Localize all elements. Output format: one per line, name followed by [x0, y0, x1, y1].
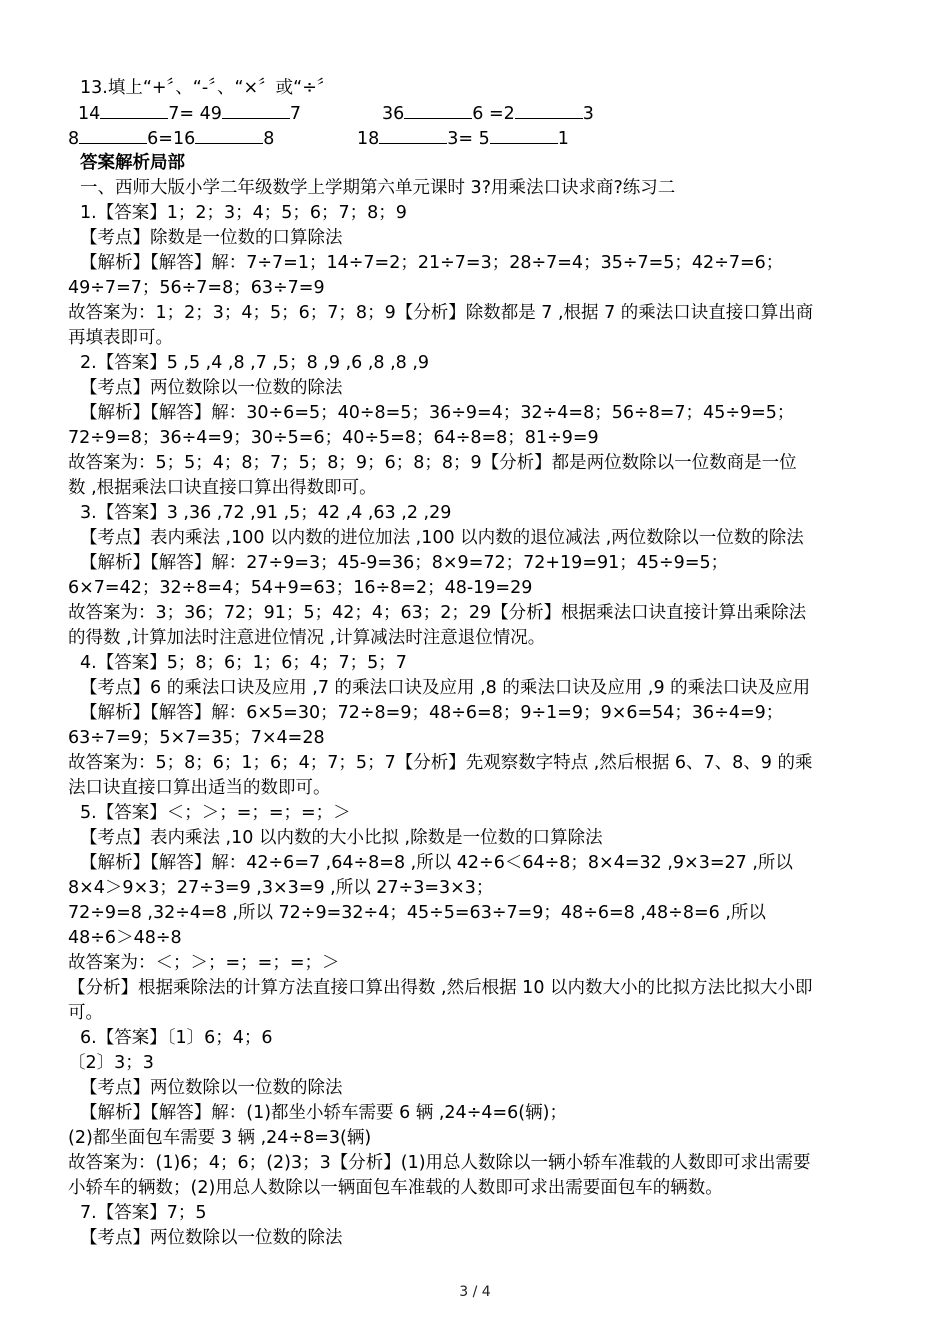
answer-line: 6×7=42；32÷8=4；54+9=63；16÷8=2；48-19=29: [68, 578, 533, 598]
question-13-row2-b: 18 3= 5 1: [357, 126, 569, 151]
answer-line: 可。: [68, 1003, 103, 1023]
answer-line: 2.【答案】5 ,5 ,4 ,8 ,7 ,5；8 ,9 ,6 ,8 ,8 ,9: [80, 353, 430, 373]
answer-blank[interactable]: [515, 101, 583, 119]
section-title: 答案解析局部: [80, 153, 185, 173]
answer-line: 小轿车的辆数；(2)用总人数除以一辆面包车准载的人数即可求出需要面包车的辆数。: [68, 1178, 723, 1198]
answer-line: 4.【答案】5；8；6；1；6；4；7；5；7: [80, 653, 407, 673]
answer-line: 数 ,根据乘法口诀直接口算出得数即可。: [68, 478, 377, 498]
answer-line: 【考点】两位数除以一位数的除法: [80, 378, 343, 398]
answer-line: 【解析】【解答】解：(1)都坐小轿车需要 6 辆 ,24÷4=6(辆)；: [80, 1103, 567, 1123]
answer-line: 的得数 ,计算加法时注意进位情况 ,计算减法时注意退位情况。: [68, 628, 546, 648]
answer-line: 【考点】两位数除以一位数的除法: [80, 1078, 343, 1098]
answer-line: 再填表即可。: [68, 328, 173, 348]
answer-blank[interactable]: [195, 126, 263, 144]
answer-line: 【解析】【解答】解：6×5=30；72÷8=9；48÷6=8；9÷1=9；9×6=54；36÷4=9；: [80, 703, 784, 723]
answer-line: 【考点】除数是一位数的口算除法: [80, 228, 343, 248]
answer-line: 63÷7=9；5×7=35；7×4=28: [68, 728, 325, 748]
answer-line: 〔2〕3；3: [68, 1053, 154, 1073]
answer-blank[interactable]: [222, 101, 290, 119]
answer-line: 72÷9=8 ,32÷4=8 ,所以 72÷9=32÷4；45÷5=63÷7=9；48÷6=8 ,48÷8=6 ,所以: [68, 903, 766, 923]
question-13-row1-b: 36 6 =2 3: [382, 101, 594, 126]
answer-line: 【解析】【解答】解：30÷6=5；40÷8=5；36÷9=4；32÷4=8；56÷8=7；45÷9=5；: [80, 403, 795, 423]
answer-line: 故答案为：(1)6；4；6；(2)3；3【分析】(1)用总人数除以一辆小轿车准载的人数即可求出需要: [68, 1153, 811, 1173]
answer-blank[interactable]: [404, 101, 472, 119]
answer-line: 故答案为：5；8；6；1；6；4；7；5；7【分析】先观察数字特点 ,然后根据 6、7、8、9 的乘: [68, 753, 813, 773]
answer-blank[interactable]: [490, 126, 558, 144]
answer-line: 【考点】两位数除以一位数的除法: [80, 1228, 343, 1248]
answer-line: 72÷9=8；36÷4=9；30÷5=6；40÷5=8；64÷8=8；81÷9=9: [68, 428, 599, 448]
answer-line: 【解析】【解答】解：27÷9=3；45-9=36；8×9=72；72+19=91；45÷9=5；: [80, 553, 729, 573]
unit-title: 一、西师大版小学二年级数学上学期第六单元课时 3?用乘法口诀求商?练习二: [80, 178, 676, 198]
answer-line: 1.【答案】1；2；3；4；5；6；7；8；9: [80, 203, 407, 223]
page-number: 3 / 4: [459, 1284, 491, 1300]
answer-line: 故答案为：1；2；3；4；5；6；7；8；9【分析】除数都是 7 ,根据 7 的乘法口诀直接口算出商: [68, 303, 814, 323]
answer-line: (2)都坐面包车需要 3 辆 ,24÷8=3(辆): [68, 1128, 372, 1148]
answer-line: 故答案为：5；5；4；8；7；5；8；9；6；8；8；9【分析】都是两位数除以一位数商是一位: [68, 453, 797, 473]
answer-blank[interactable]: [79, 126, 147, 144]
answer-line: 48÷6＞48÷8: [68, 928, 182, 948]
answer-line: 故答案为：3；36；72；91；5；42；4；63；2；29【分析】根据乘法口诀直接计算出乘除法: [68, 603, 807, 623]
answer-line: 【解析】【解答】解：42÷6=7 ,64÷8=8 ,所以 42÷6＜64÷8；8×4=32 ,9×3=27 ,所以: [80, 853, 793, 873]
answer-line: 3.【答案】3 ,36 ,72 ,91 ,5；42 ,4 ,63 ,2 ,29: [80, 503, 452, 523]
answer-line: 49÷7=7；56÷7=8；63÷7=9: [68, 278, 325, 298]
answer-blank[interactable]: [379, 126, 447, 144]
answer-line: 【考点】表内乘法 ,100 以内数的进位加法 ,100 以内数的退位减法 ,两位数除以一位数的除法: [80, 528, 804, 548]
answer-line: 【解析】【解答】解：7÷7=1；14÷7=2；21÷7=3；28÷7=4；35÷7=5；42÷7=6；: [80, 253, 784, 273]
question-13-row1-a: 14 7= 49 7: [78, 101, 301, 126]
answer-blank[interactable]: [100, 101, 168, 119]
answer-line: 【考点】6 的乘法口诀及应用 ,7 的乘法口诀及应用 ,8 的乘法口诀及应用 ,9 的乘法口诀及应用: [80, 678, 811, 698]
answer-line: 7.【答案】7；5: [80, 1203, 207, 1223]
question-13-title: 13.填上“+〞、“-〞、“×〞或“÷〞: [80, 78, 335, 98]
answer-line: 5.【答案】＜；＞；=；=；=；＞: [80, 803, 351, 823]
answer-line: 8×4＞9×3；27÷3=9 ,3×3=9 ,所以 27÷3=3×3；: [68, 878, 494, 898]
question-13-row2-a: 8 6=16 8: [68, 126, 274, 151]
answer-line: 法口诀直接口算出适当的数即可。: [68, 778, 331, 798]
answer-line: 【分析】根据乘除法的计算方法直接口算出得数 ,然后根据 10 以内数大小的比拟方法比拟大小即: [68, 978, 813, 998]
answer-line: 故答案为：＜；＞；=；=；=；＞: [68, 953, 340, 973]
answer-line: 6.【答案】〔1〕6；4；6: [80, 1028, 273, 1048]
answer-line: 【考点】表内乘法 ,10 以内数的大小比拟 ,除数是一位数的口算除法: [80, 828, 603, 848]
